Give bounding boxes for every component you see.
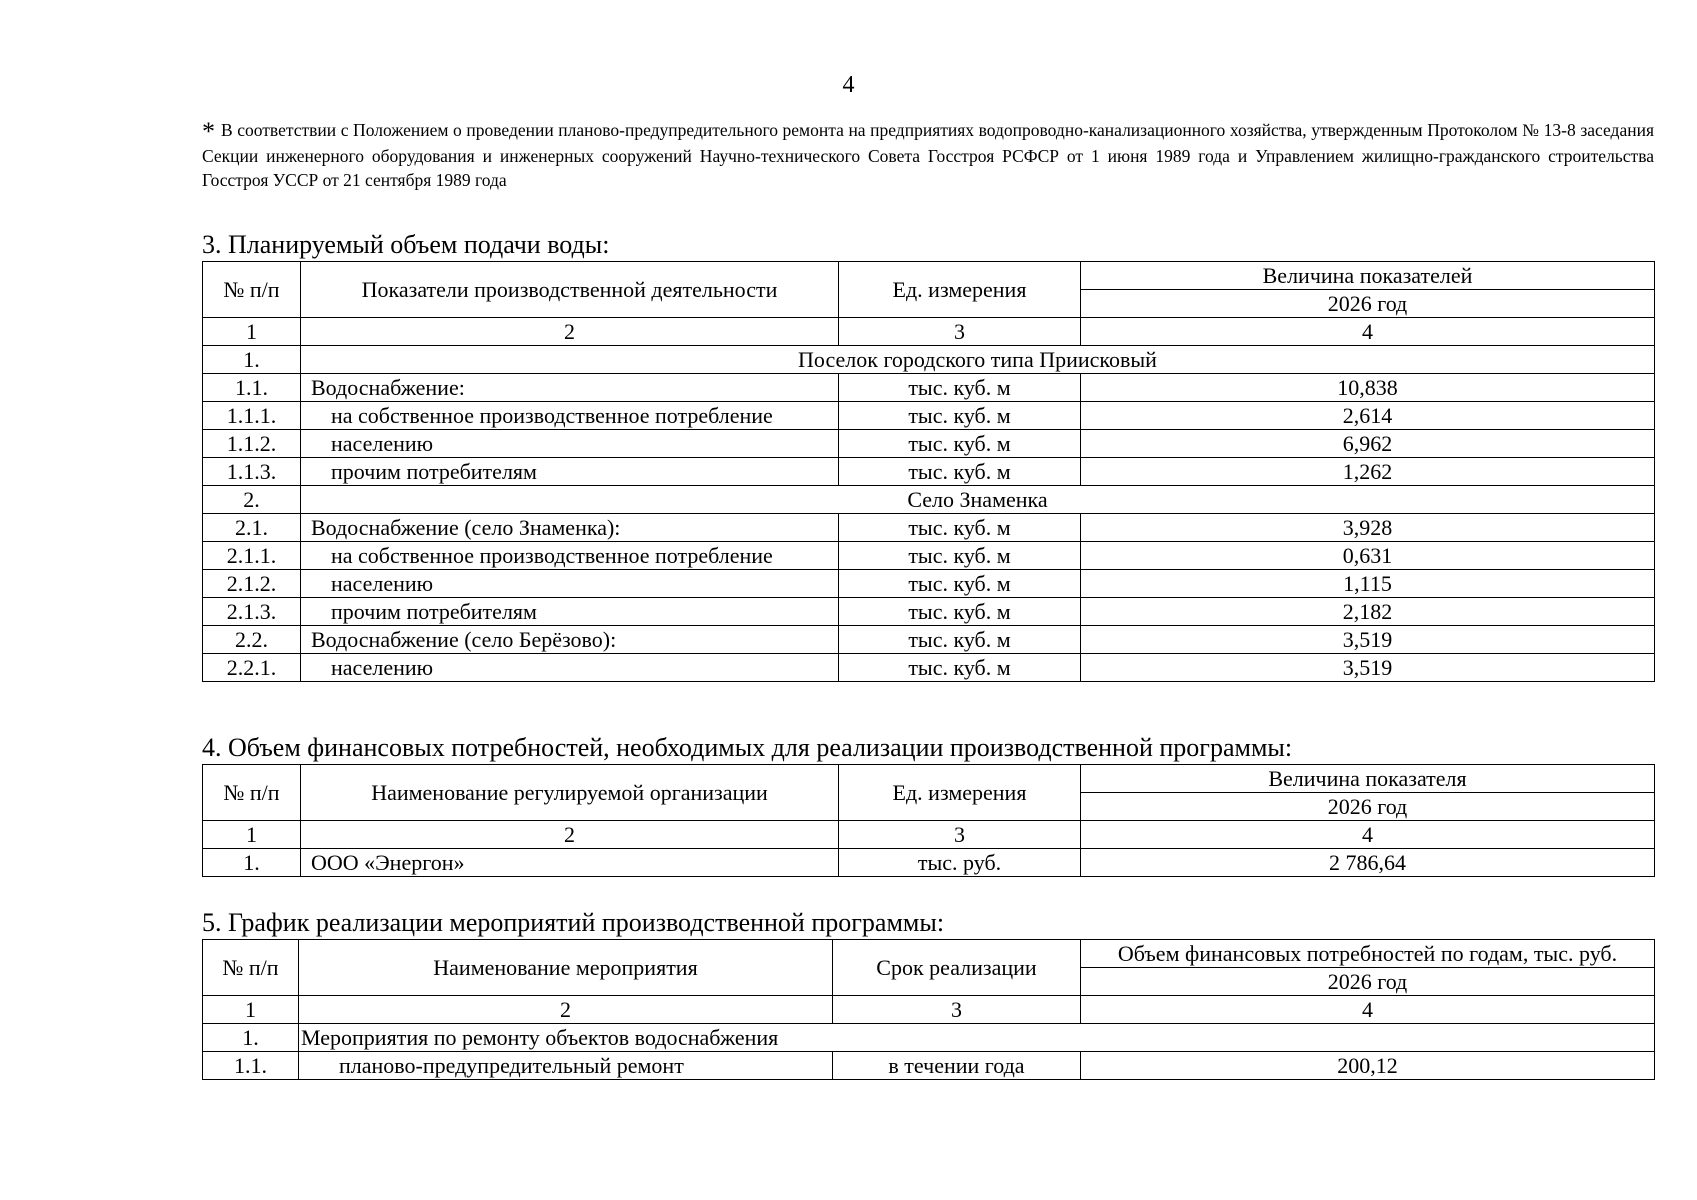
- financial-needs-table: [202, 764, 1655, 877]
- header-org: Наименование регулируемой организации: [301, 765, 839, 821]
- column-number: 3: [839, 821, 1081, 849]
- column-number: 1: [203, 318, 301, 346]
- column-number: 4: [1081, 821, 1655, 849]
- row-num: 1.: [203, 1024, 299, 1052]
- header-event: Наименование мероприятия: [299, 940, 833, 996]
- row-term: в течении года: [833, 1052, 1081, 1080]
- table-row: [203, 1052, 1655, 1080]
- row-name: на собственное производственное потребление: [301, 402, 839, 430]
- schedule-table: [202, 939, 1655, 1080]
- row-value: 2,182: [1081, 598, 1655, 626]
- column-number: 3: [833, 996, 1081, 1024]
- footnote: [202, 118, 1654, 192]
- row-unit: тыс. куб. м: [839, 458, 1081, 486]
- table-row: [203, 598, 1655, 626]
- header-num: № п/п: [203, 262, 301, 318]
- header-num: № п/п: [203, 765, 301, 821]
- row-num: 1.: [203, 849, 301, 877]
- row-value: 6,962: [1081, 430, 1655, 458]
- row-name: населению: [301, 570, 839, 598]
- section3-title: 3. Планируемый объем подачи воды:: [202, 230, 610, 259]
- footnote-star: *: [202, 117, 215, 146]
- row-unit: тыс. куб. м: [839, 542, 1081, 570]
- group-row: [203, 346, 1655, 374]
- row-value: 3,519: [1081, 626, 1655, 654]
- row-unit: тыс. куб. м: [839, 374, 1081, 402]
- table-row: [203, 542, 1655, 570]
- row-name: населению: [301, 654, 839, 682]
- header-year: 2026 год: [1081, 290, 1655, 318]
- row-unit: тыс. куб. м: [839, 654, 1081, 682]
- table-row: [203, 374, 1655, 402]
- row-num: 2.2.: [203, 626, 301, 654]
- group-row: [203, 1024, 1655, 1052]
- row-name: населению: [301, 430, 839, 458]
- header-year: 2026 год: [1081, 793, 1655, 821]
- column-number: 2: [299, 996, 833, 1024]
- header-value-group: Объем финансовых потребностей по годам, тыс. руб.: [1081, 940, 1655, 968]
- row-name: ООО «Энергон»: [301, 849, 839, 877]
- row-name: на собственное производственное потребление: [301, 542, 839, 570]
- row-name: Водоснабжение:: [301, 374, 839, 402]
- row-num: 1.1.2.: [203, 430, 301, 458]
- column-number: 2: [301, 821, 839, 849]
- row-unit: тыс. куб. м: [839, 514, 1081, 542]
- row-value: 1,262: [1081, 458, 1655, 486]
- row-value: 200,12: [1081, 1052, 1655, 1080]
- table-header-row: [203, 940, 1655, 968]
- row-value: 10,838: [1081, 374, 1655, 402]
- section4-title: 4. Объем финансовых потребностей, необходимых для реализации производственной программы:: [202, 733, 1293, 762]
- row-unit: тыс. куб. м: [839, 626, 1081, 654]
- row-num: 1.1.: [203, 1052, 299, 1080]
- table-row: [203, 570, 1655, 598]
- column-number-row: [203, 996, 1655, 1024]
- header-indicator: Показатели производственной деятельности: [301, 262, 839, 318]
- row-value: 3,519: [1081, 654, 1655, 682]
- row-name: Водоснабжение (село Знаменка):: [301, 514, 839, 542]
- row-unit: тыс. куб. м: [839, 570, 1081, 598]
- column-number-row: [203, 318, 1655, 346]
- row-num: 2.1.1.: [203, 542, 301, 570]
- row-unit: тыс. куб. м: [839, 598, 1081, 626]
- row-value: 0,631: [1081, 542, 1655, 570]
- table-header-row: [203, 262, 1655, 290]
- row-num: 1.: [203, 346, 301, 374]
- header-unit: Ед. измерения: [839, 765, 1081, 821]
- footnote-text: В соответствии с Положением о проведении планово-предупредительного ремонта на предприятиях водопроводно-канализационного хозяйства, утвержденным Протоколом № 13-8 заседания Секции инженерного оборудования и инженерных сооружений Научно-технического Совета Госстроя РСФСР от 1 июня 1989 года и Управлением жилищно-гражданского строительства Госстроя УССР от 21 сентября 1989 года: [202, 120, 1654, 190]
- row-num: 1.1.: [203, 374, 301, 402]
- row-num: 2.2.1.: [203, 654, 301, 682]
- column-number: 3: [839, 318, 1081, 346]
- table-row: [203, 514, 1655, 542]
- row-num: 1.1.1.: [203, 402, 301, 430]
- table-header-row: [203, 765, 1655, 793]
- section5-title: 5. График реализации мероприятий производственной программы:: [202, 908, 945, 937]
- row-value: 1,115: [1081, 570, 1655, 598]
- row-value: 3,928: [1081, 514, 1655, 542]
- row-name: Водоснабжение (село Берёзово):: [301, 626, 839, 654]
- row-num: 2.1.2.: [203, 570, 301, 598]
- water-supply-table: [202, 261, 1655, 682]
- group-row: [203, 486, 1655, 514]
- row-num: 1.1.3.: [203, 458, 301, 486]
- row-num: 2.1.: [203, 514, 301, 542]
- table-row: [203, 654, 1655, 682]
- group-title: Село Знаменка: [301, 486, 1655, 514]
- header-year: 2026 год: [1081, 968, 1655, 996]
- row-name: прочим потребителям: [301, 598, 839, 626]
- row-num: 2.: [203, 486, 301, 514]
- row-value: 2,614: [1081, 402, 1655, 430]
- header-unit: Ед. измерения: [839, 262, 1081, 318]
- column-number: 1: [203, 821, 301, 849]
- header-num: № п/п: [203, 940, 299, 996]
- group-title: Поселок городского типа Приисковый: [301, 346, 1655, 374]
- column-number: 1: [203, 996, 299, 1024]
- row-unit: тыс. куб. м: [839, 430, 1081, 458]
- column-number: 4: [1081, 318, 1655, 346]
- row-value: 2 786,64: [1081, 849, 1655, 877]
- row-unit: тыс. куб. м: [839, 402, 1081, 430]
- header-term: Срок реализации: [833, 940, 1081, 996]
- table-row: [203, 402, 1655, 430]
- page-number: 4: [842, 72, 855, 98]
- group-title: Мероприятия по ремонту объектов водоснабжения: [299, 1024, 1655, 1052]
- header-value-group: Величина показателей: [1081, 262, 1655, 290]
- table-row: [203, 849, 1655, 877]
- table-row: [203, 458, 1655, 486]
- column-number: 4: [1081, 996, 1655, 1024]
- row-name: планово-предупредительный ремонт: [299, 1052, 833, 1080]
- row-name: прочим потребителям: [301, 458, 839, 486]
- column-number: 2: [301, 318, 839, 346]
- header-value-group: Величина показателя: [1081, 765, 1655, 793]
- column-number-row: [203, 821, 1655, 849]
- table-row: [203, 626, 1655, 654]
- table-row: [203, 430, 1655, 458]
- row-unit: тыс. руб.: [839, 849, 1081, 877]
- row-num: 2.1.3.: [203, 598, 301, 626]
